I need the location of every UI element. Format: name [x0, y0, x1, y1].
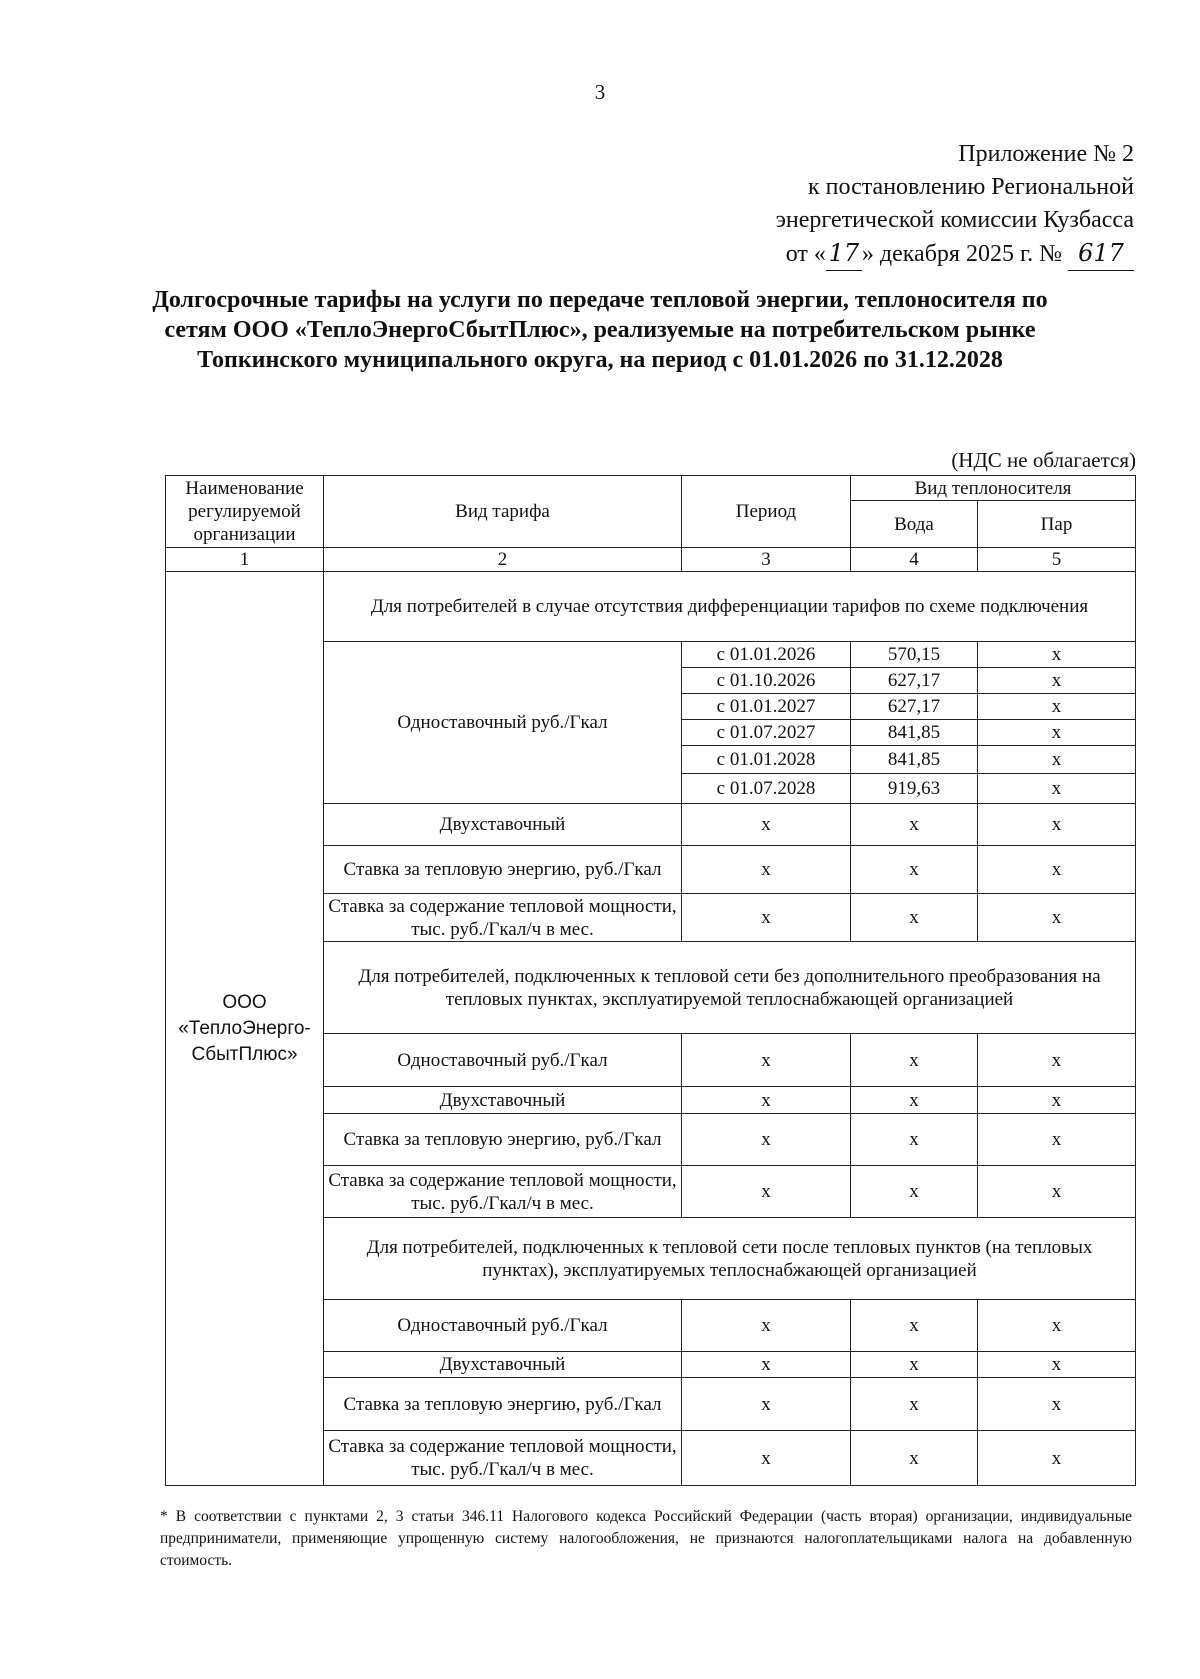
appendix-line-1: Приложение № 2 [958, 141, 1134, 167]
period-cell: x [682, 1300, 851, 1352]
tariff-label: Ставка за тепловую энергию, руб./Гкал [324, 1378, 682, 1431]
period-cell: x [682, 1352, 851, 1378]
period-cell: с 01.07.2028 [682, 774, 851, 804]
period-cell: с 01.01.2026 [682, 642, 851, 668]
period-cell: x [682, 1034, 851, 1087]
steam-cell: x [978, 694, 1136, 720]
period-cell: x [682, 1166, 851, 1218]
water-cell: x [851, 894, 978, 942]
water-cell: 841,85 [851, 746, 978, 774]
steam-cell: x [978, 1087, 1136, 1114]
tariff-table [165, 475, 1136, 1486]
appendix-date-line [600, 237, 1134, 271]
header-tariff-type: Вид тарифа [324, 476, 682, 548]
column-number: 1 [166, 548, 324, 572]
vat-note: (НДС не облагается) [951, 448, 1136, 472]
tariff-label: Ставка за тепловую энергию, руб./Гкал [324, 846, 682, 894]
tariff-label: Ставка за тепловую энергию, руб./Гкал [324, 1114, 682, 1166]
column-number: 5 [978, 548, 1136, 572]
document-number-handwritten: 617 [1068, 237, 1134, 271]
water-cell: x [851, 1087, 978, 1114]
steam-cell: x [978, 774, 1136, 804]
tariff-label: Ставка за содержание тепловой мощности, тыс. руб./Гкал/ч в мес. [324, 894, 682, 942]
tariff-label: Ставка за содержание тепловой мощности, тыс. руб./Гкал/ч в мес. [324, 1431, 682, 1486]
steam-cell: x [978, 894, 1136, 942]
organization-name: ООО «ТеплоЭнерго-СбытПлюс» [166, 572, 324, 1486]
steam-cell: x [978, 1114, 1136, 1166]
period-cell: x [682, 1087, 851, 1114]
water-cell: x [851, 1034, 978, 1087]
date-suffix: » декабря 2025 г. № [861, 241, 1062, 267]
period-cell: x [682, 846, 851, 894]
water-cell: x [851, 1431, 978, 1486]
tariff-label: Двухставочный [324, 804, 682, 846]
water-cell: x [851, 1300, 978, 1352]
header-carrier: Вид теплоносителя [851, 476, 1136, 501]
tariff-label: Двухставочный [324, 1352, 682, 1378]
header-steam: Пар [978, 501, 1136, 548]
steam-cell: x [978, 1378, 1136, 1431]
document-title: Долгосрочные тарифы на услуги по передаче тепловой энергии, теплоносителя по сетям ООО «ТеплоЭнергоСбытПлюс», реализуемые на потребительском рынке Топкинского муниципального округа, на период с 01.01.2026 по 31.12.2028 [152, 287, 1048, 373]
water-cell: x [851, 1378, 978, 1431]
period-cell: x [682, 1378, 851, 1431]
period-cell: x [682, 1114, 851, 1166]
water-cell: 627,17 [851, 668, 978, 694]
steam-cell: x [978, 1431, 1136, 1486]
header-water: Вода [851, 501, 978, 548]
period-cell: x [682, 804, 851, 846]
tariff-label: Одноставочный руб./Гкал [324, 1300, 682, 1352]
water-cell: x [851, 1114, 978, 1166]
appendix-block [600, 138, 1134, 271]
water-cell: 570,15 [851, 642, 978, 668]
date-prefix: от « [785, 241, 826, 267]
section-title: Для потребителей, подключенных к тепловой сети после тепловых пунктов (на тепловых пунктах), эксплуатируемых теплоснабжающей организацией [324, 1218, 1136, 1300]
page-number: 3 [594, 80, 606, 104]
period-cell: с 01.10.2026 [682, 668, 851, 694]
header-period: Период [682, 476, 851, 548]
water-cell: 841,85 [851, 720, 978, 746]
water-cell: x [851, 804, 978, 846]
section-title: Для потребителей, подключенных к тепловой сети без дополнительного преобразования на тепловых пунктах, эксплуатируемой теплоснабжающей организацией [324, 942, 1136, 1034]
tariff-label: Одноставочный руб./Гкал [324, 642, 682, 804]
column-number: 4 [851, 548, 978, 572]
tariff-label: Одноставочный руб./Гкал [324, 1034, 682, 1087]
water-cell: x [851, 1352, 978, 1378]
tariff-label: Двухставочный [324, 1087, 682, 1114]
steam-cell: x [978, 720, 1136, 746]
appendix-line-3: энергетической комиссии Кузбасса [775, 207, 1134, 233]
steam-cell: x [978, 1034, 1136, 1087]
period-cell: с 01.07.2027 [682, 720, 851, 746]
water-cell: 627,17 [851, 694, 978, 720]
column-number: 3 [682, 548, 851, 572]
period-cell: с 01.01.2027 [682, 694, 851, 720]
footnote: * В соответствии с пунктами 2, 3 статьи 346.11 Налогового кодекса Российский Федерации (часть вторая) организации, индивидуальные предприниматели, применяющие упрощенную систему налогообложения, не признаются налогоплательщиками налога на добавленную стоимость. [160, 1508, 1132, 1569]
appendix-line-2: к постановлению Региональной [808, 174, 1134, 200]
steam-cell: x [978, 1300, 1136, 1352]
section-title: Для потребителей в случае отсутствия дифференциации тарифов по схеме подключения [324, 572, 1136, 642]
steam-cell: x [978, 642, 1136, 668]
header-org-name: Наименование регулируемой организации [166, 476, 324, 548]
column-number: 2 [324, 548, 682, 572]
steam-cell: x [978, 1352, 1136, 1378]
steam-cell: x [978, 846, 1136, 894]
period-cell: x [682, 894, 851, 942]
steam-cell: x [978, 668, 1136, 694]
water-cell: x [851, 846, 978, 894]
tariff-label: Ставка за содержание тепловой мощности, тыс. руб./Гкал/ч в мес. [324, 1166, 682, 1218]
steam-cell: x [978, 1166, 1136, 1218]
date-day-handwritten: 17 [826, 237, 862, 271]
water-cell: x [851, 1166, 978, 1218]
period-cell: x [682, 1431, 851, 1486]
steam-cell: x [978, 746, 1136, 774]
water-cell: 919,63 [851, 774, 978, 804]
period-cell: с 01.01.2028 [682, 746, 851, 774]
steam-cell: x [978, 804, 1136, 846]
